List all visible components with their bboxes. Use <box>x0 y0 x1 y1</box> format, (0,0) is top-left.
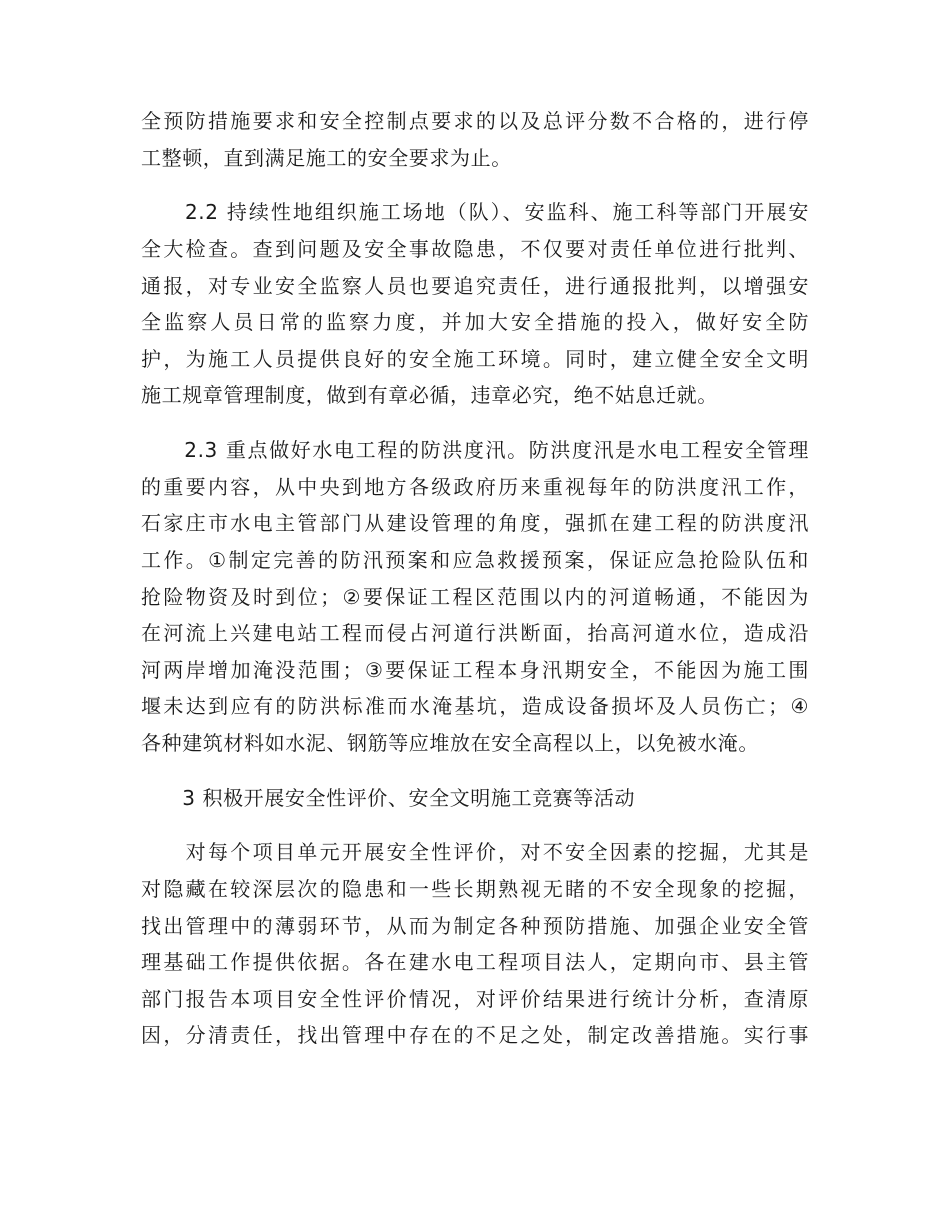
text-line: 部门报告本项目安全性评价情况，对评价结果进行统计分析，查清原 <box>141 986 809 1011</box>
text-line: 因，分清责任，找出管理中存在的不足之处，制定改善措施。实行事 <box>141 1023 809 1048</box>
paragraph-gap <box>141 414 809 432</box>
text-line: 施工规章管理制度，做到有章必循，违章必究，绝不姑息迁就。 <box>141 383 718 408</box>
text-line: 全监察人员日常的监察力度，并加大安全措施的投入，做好安全防 <box>141 310 809 335</box>
text-line: 护，为施工人员提供良好的安全施工环境。同时，建立健全安全文明 <box>141 346 809 371</box>
section-heading-3 <box>141 780 809 817</box>
text-line: 找出管理中的薄弱环节，从而为制定各种预防措施、加强企业安全管 <box>141 913 809 938</box>
text-line: 工整顿，直到满足施工的安全要求为止。 <box>141 145 512 170</box>
paragraph-1 <box>141 103 809 176</box>
text-line: 对每个项目单元开展安全性评价，对不安全因素的挖掘，尤其是 <box>141 840 809 865</box>
text-line: 河两岸增加淹没范围；③要保证工程本身汛期安全，不能因为施工围 <box>141 657 809 682</box>
text-line: 通报，对专业安全监察人员也要追究责任，进行通报批判，以增强安 <box>141 273 809 298</box>
paragraph-gap <box>141 761 809 779</box>
paragraph-5 <box>141 834 809 1054</box>
text-line: 2.3 重点做好水电工程的防洪度汛。防洪度汛是水电工程安全管理 <box>141 438 809 463</box>
paragraph-gap <box>141 816 809 834</box>
document-body <box>141 103 809 1054</box>
text-line: 全大检查。查到问题及安全事故隐患，不仅要对责任单位进行批判、 <box>141 236 809 261</box>
text-line: 堰未达到应有的防洪标准而水淹基坑，造成设备损坏及人员伤亡；④ <box>141 694 809 719</box>
section-heading: 3 积极开展安全性评价、安全文明施工竞赛等活动 <box>141 785 636 810</box>
text-line: 理基础工作提供依据。各在建水电工程项目法人，定期向市、县主管 <box>141 950 809 975</box>
text-line: 工作。①制定完善的防汛预案和应急救援预案，保证应急抢险队伍和 <box>141 547 809 572</box>
text-line: 石家庄市水电主管部门从建设管理的角度，强抓在建工程的防洪度汛 <box>141 511 809 536</box>
text-line: 各种建筑材料如水泥、钢筋等应堆放在安全高程以上，以免被水淹。 <box>141 730 759 755</box>
text-line: 抢险物资及时到位；②要保证工程区范围以内的河道畅通，不能因为 <box>141 584 809 609</box>
text-line: 的重要内容，从中央到地方各级政府历来重视每年的防洪度汛工作， <box>141 474 809 499</box>
text-line: 在河流上兴建电站工程而侵占河道行洪断面，抬高河道水位，造成沿 <box>141 621 809 646</box>
text-line: 对隐藏在较深层次的隐患和一些长期熟视无睹的不安全现象的挖掘， <box>141 877 809 902</box>
paragraph-2 <box>141 194 809 414</box>
text-line: 2.2 持续性地组织施工场地（队）、安监科、施工科等部门开展安 <box>141 200 809 225</box>
paragraph-gap <box>141 176 809 194</box>
paragraph-3 <box>141 432 809 761</box>
text-line: 全预防措施要求和安全控制点要求的以及总评分数不合格的，进行停 <box>141 109 809 133</box>
